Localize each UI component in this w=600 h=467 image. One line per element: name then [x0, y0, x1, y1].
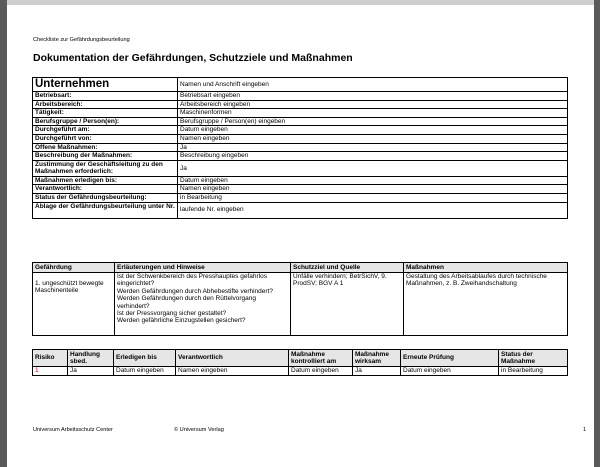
info-row [33, 117, 568, 126]
info-row [33, 185, 568, 194]
info-value[interactable]: in Bearbeitung [178, 193, 568, 202]
column-header: Maßnahme kontrolliert am [289, 350, 353, 367]
column-header: Gefährdung [33, 263, 115, 273]
info-row [33, 134, 568, 143]
info-row [33, 160, 568, 176]
info-label: Offene Maßnahmen: [33, 143, 178, 152]
goal-cell: Unfälle verhindern; BetrSichV, 9. ProdSV; BGV A 1 [291, 273, 404, 336]
info-row [33, 193, 568, 202]
info-label: Durchgeführt von: [33, 134, 178, 143]
info-row [33, 109, 568, 118]
hazard-table [32, 262, 568, 336]
company-heading: Unternehmen [33, 78, 178, 92]
document-supertitle: Checkliste zur Gefährdungsbeurteilung [33, 37, 130, 43]
info-label: Beschreibung der Maßnahmen: [33, 152, 178, 161]
info-value[interactable]: Beschreibung eingeben [178, 152, 568, 161]
info-value[interactable]: Berufsgruppe / Person(en) eingeben [178, 117, 568, 126]
risk-row [33, 367, 568, 376]
info-value[interactable]: Namen eingeben [178, 134, 568, 143]
info-label: Ablage der Gefährdungsbeurteilung unter Nr. [33, 202, 178, 218]
responsible-value[interactable]: Namen eingeben [176, 367, 289, 376]
company-name-field[interactable]: Namen und Anschrift eingeben [178, 78, 568, 92]
risk-header-row [33, 350, 568, 367]
hazard-text: 1. ungeschützt bewegte Maschinenteile [35, 280, 104, 295]
risk-value[interactable]: 1 [33, 367, 68, 376]
action-required-value[interactable]: Ja [68, 367, 114, 376]
info-row [33, 92, 568, 101]
footer-publisher: Universum Arbeitsschutz Center [33, 427, 113, 433]
info-row [33, 152, 568, 161]
info-value[interactable]: Arbeitsbereich eingeben [178, 100, 568, 109]
info-row [33, 202, 568, 218]
info-row [33, 176, 568, 185]
recheck-date-value[interactable]: Datum eingeben [401, 367, 499, 376]
note-item: Ist der Schwenkbereich des Presshauptes gefahrlos eingerichtet? [117, 273, 267, 288]
note-item: Ist der Pressvorgang sicher gestaltet? [117, 310, 227, 318]
info-value[interactable]: Betriebsart eingeben [178, 92, 568, 101]
info-value[interactable]: Ja [178, 160, 568, 176]
info-label: Berufsgruppe / Person(en): [33, 117, 178, 126]
due-date-value[interactable]: Datum eingeben [114, 367, 176, 376]
notes-cell [115, 273, 291, 336]
info-label: Status der Gefährdungsbeurteilung: [33, 193, 178, 202]
column-header: Status der Maßnahme [499, 350, 568, 367]
info-row [33, 143, 568, 152]
effective-value[interactable]: Ja [353, 367, 401, 376]
note-item: Werden Gefährdungen durch Abhebestifte verhindert? [117, 287, 273, 295]
info-label: Durchgeführt am: [33, 126, 178, 135]
info-value[interactable]: Datum eingeben [178, 126, 568, 135]
info-value[interactable]: Maschinenformen [178, 109, 568, 118]
document-page [7, 0, 594, 467]
hazard-row [33, 273, 568, 336]
info-label: Arbeitsbereich: [33, 100, 178, 109]
column-header: Verantwortlich [176, 350, 289, 367]
column-header: Schutzziel und Quelle [291, 263, 404, 273]
column-header: Maßnahme wirksam [353, 350, 401, 367]
checked-date-value[interactable]: Datum eingeben [289, 367, 353, 376]
column-header: Risiko [33, 350, 68, 367]
info-value[interactable]: Namen eingeben [178, 185, 568, 194]
risk-table [32, 349, 568, 376]
info-label: Maßnahmen erledigen bis: [33, 176, 178, 185]
column-header: Erledigen bis [114, 350, 176, 367]
info-label: Betriebsart: [33, 92, 178, 101]
company-heading-row [33, 78, 568, 92]
column-header: Erläuterungen und Hinweise [115, 263, 291, 273]
measure-cell: Gestaltung des Arbeitsablaufes durch technische Maßnahmen, z. B. Zweihandschaltung [404, 273, 568, 336]
column-header: Maßnahmen [404, 263, 568, 273]
note-item: Werden Gefährdungen durch den Rüttelvorgang verhindert? [117, 295, 257, 310]
info-label: Verantwortlich: [33, 185, 178, 194]
info-row [33, 100, 568, 109]
info-row [33, 126, 568, 135]
info-value[interactable]: Datum eingeben [178, 176, 568, 185]
info-value[interactable]: Ja [178, 143, 568, 152]
note-item: Werden gefährliche Einzugstellen gesichert? [117, 317, 246, 325]
info-label: Zustimmung der Geschäftsleitung zu den Maßnahmen erforderlich: [33, 160, 178, 176]
company-info-table [32, 77, 568, 219]
page-number: 1 [583, 427, 587, 433]
info-label: Tätigkeit: [33, 109, 178, 118]
hazard-cell [33, 273, 115, 336]
column-header: Handlung sbed. [68, 350, 114, 367]
measure-status-value[interactable]: in Bearbeitung [499, 367, 568, 376]
footer-copyright: © Universum Verlag [174, 427, 224, 433]
hazard-header-row [33, 263, 568, 273]
info-value[interactable]: laufende Nr. eingeben [178, 202, 568, 218]
document-title: Dokumentation der Gefährdungen, Schutzziele und Maßnahmen [33, 52, 353, 64]
column-header: Erneute Prüfung [401, 350, 499, 367]
